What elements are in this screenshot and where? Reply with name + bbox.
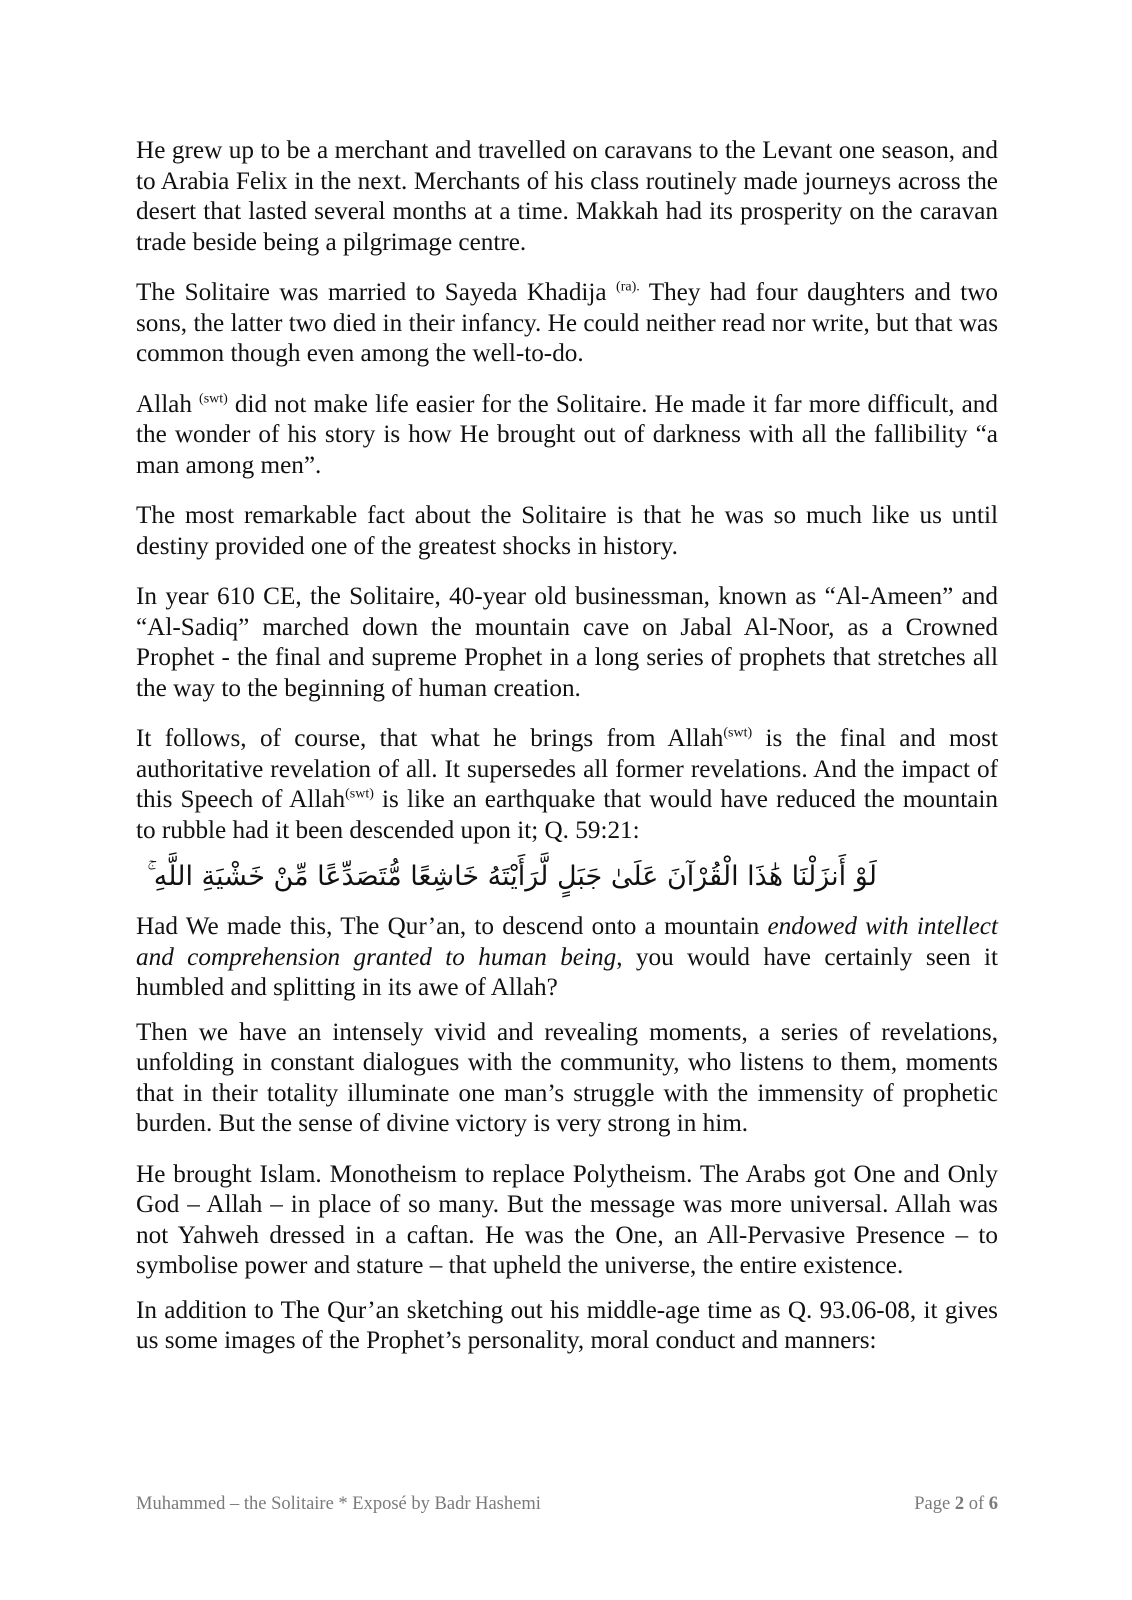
page-footer [136, 1494, 998, 1518]
paragraph-revelation [136, 724, 998, 846]
paragraph-text: is the final and most authoritative revelation of all. It supersedes all former revelations. And the impact of this Speech of Allah [136, 725, 998, 813]
paragraph-remarkable-fact [136, 501, 998, 562]
emphasized-text: endowed with intellect and comprehension granted to human being [136, 913, 998, 971]
total-pages-number: 6 [988, 1494, 998, 1514]
paragraph-personality [136, 1296, 998, 1357]
honorific-superscript: (ra). [616, 279, 640, 295]
paragraph-text: Then we have an intensely vivid and revealing moments, a series of revelations, unfolding in constant dialogues with the community, who listens to them, moments that in their totality illuminate one man’s struggle with the immensity of prophetic burden. But the sense of divine victory is very strong in him. [136, 1018, 998, 1137]
paragraph-verse-translation [136, 912, 998, 1004]
paragraph-prophethood [136, 582, 998, 704]
paragraph-text: In addition to The Qur’an sketching out his middle-age time as Q. 93.06-08, it gives us some images of the Prophet’s personality, moral conduct and manners: [136, 1296, 998, 1354]
paragraph-monotheism [136, 1160, 998, 1282]
paragraph-text: The Solitaire was married to Sayeda Khadija [136, 279, 617, 306]
paragraph-text: He brought Islam. Monotheism to replace Polytheism. The Arabs got One and Only God – Allah – in place of so many. But the message was more universal. Allah was not Yahweh dressed in a caftan. He was the One, an All-Pervasive Presence – to symbolise power and stature – that upheld the universe, the entire existence. [136, 1160, 998, 1279]
page-separator: of [964, 1494, 989, 1514]
paragraph-text: It follows, of course, that what he brings from Allah [136, 725, 724, 752]
honorific-superscript: (swt) [723, 725, 753, 741]
paragraph-dialogues [136, 1018, 998, 1140]
paragraph-text: Allah [136, 390, 200, 418]
paragraph-text: The most remarkable fact about the Solitaire is that he was so much like us until destiny provided one of the greatest shocks in history. [136, 502, 998, 560]
paragraph-merchant [136, 136, 998, 258]
paragraph-text: did not make life easier for the Solitaire. He made it far more difficult, and the wonder of his story is how He brought out of darkness with all the fallibility “a man among men”. [136, 390, 998, 479]
footer-title: Muhammed – the Solitaire * Exposé by Badr Hashemi [136, 1494, 541, 1514]
paragraph-text: In year 610 CE, the Solitaire, 40-year old businessman, known as “Al-Ameen” and “Al-Sadiq” marched down the mountain cave on Jabal Al-Noor, as a Crowned Prophet - the final and supreme Prophet in a long series of prophets that stretches all the way to the beginning of human creation. [136, 583, 998, 702]
paragraph-text: He grew up to be a merchant and travelled on caravans to the Levant one season, and to Arabia Felix in the next. Merchants of his class routinely made journeys across the desert that lasted several months at a time. Makkah had its prosperity on the caravan trade beside being a pilgrimage centre. [136, 137, 998, 256]
arabic-verse: لَوْ أَنزَلْنَا هَٰذَا الْقُرْآنَ عَلَىٰ جَبَلٍ لَّرَأَيْتَهُ خَاشِعًا مُّتَصَدِّعًا مِّنْ خَشْيَةِ اللَّهِ ۚ [147, 861, 877, 892]
honorific-superscript: (swt) [199, 391, 228, 407]
page-label: Page [914, 1494, 955, 1514]
paragraph-marriage [136, 278, 998, 370]
paragraph-text: is like an earthquake that would have reduced the mountain to rubble had it been descended upon it; Q. 59:21: [136, 786, 998, 844]
page-number [914, 1494, 998, 1515]
current-page-number: 2 [954, 1494, 965, 1514]
body-text [136, 136, 998, 1377]
honorific-superscript: (swt) [345, 786, 374, 802]
paragraph-text: Had We made this, The Qur’an, to descend onto a mountain [136, 913, 768, 940]
paragraph-text: , you would have certainly seen it humbled and splitting in its awe of Allah? [136, 943, 998, 1001]
paragraph-text: They had four daughters and two sons, the latter two died in their infancy. He could neither read nor write, but that was common though even among the well-to-do. [136, 279, 998, 367]
paragraph-difficulty [136, 390, 998, 482]
